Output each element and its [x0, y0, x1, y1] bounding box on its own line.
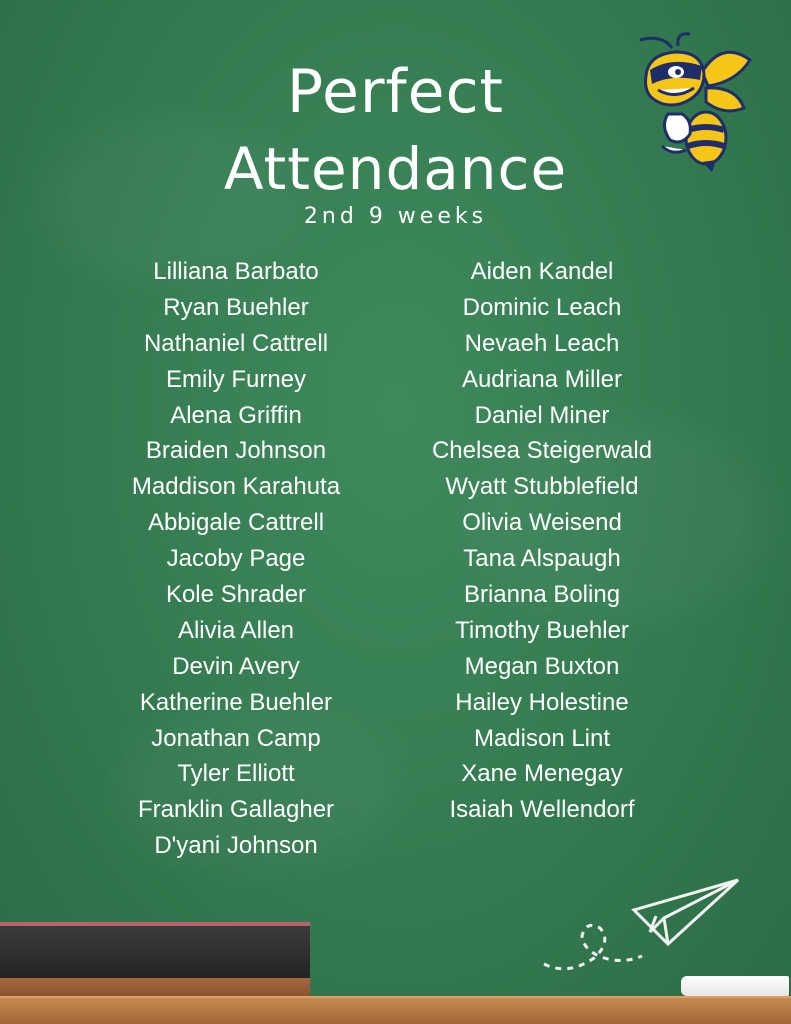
student-name: Xane Menegay [461, 760, 623, 788]
chalk-stick [681, 976, 789, 996]
stripe-icon [688, 127, 724, 130]
fist-icon [662, 146, 686, 152]
student-name: Franklin Gallagher [137, 796, 335, 824]
student-name: Tana Alspaugh [463, 545, 621, 573]
eraser-handle [0, 978, 310, 996]
student-name: Aiden Kandel [470, 258, 614, 285]
fist-icon [664, 114, 690, 142]
flight-trail-icon [544, 925, 642, 968]
student-name: Kole Shrader [165, 581, 307, 609]
student-name: Jonathan Camp [151, 724, 321, 752]
student-name: Alivia Allen [177, 616, 295, 644]
student-name: Tyler Elliott [177, 760, 295, 788]
paper-airplane-icon [538, 872, 748, 982]
student-name: D'yani Johnson [154, 832, 318, 860]
student-name: Isaiah Wellendorf [449, 796, 635, 824]
student-name: Wyatt Stubblefield [445, 473, 639, 501]
student-name: Olivia Weisend [462, 509, 622, 537]
stripe-icon [688, 143, 724, 146]
subtitle: 2nd 9 weeks [303, 204, 488, 229]
names-right-column [377, 254, 707, 828]
student-name: Chelsea Steigerwald [431, 437, 653, 465]
student-name: Megan Buxton [464, 652, 620, 680]
student-name: Daniel Miner [474, 401, 610, 429]
stinger-icon [702, 160, 716, 172]
wing-icon [706, 88, 744, 111]
abdomen-icon [686, 112, 726, 164]
student-name: Katherine Buehler [139, 688, 333, 716]
antenna-icon [678, 34, 690, 46]
student-name: Alena Griffin [170, 401, 302, 429]
student-name: Ryan Buehler [163, 293, 309, 321]
student-name: Nevaeh Leach [464, 329, 620, 357]
student-name: Devin Avery [172, 652, 300, 680]
antenna-icon [640, 38, 672, 48]
student-name: Madison Lint [473, 724, 611, 752]
student-name: Abbigale Cattrell [147, 509, 325, 537]
student-name: Nathaniel Cattrell [143, 329, 329, 357]
student-name: Maddison Karahuta [131, 473, 341, 501]
student-name: Hailey Holestine [455, 688, 629, 716]
student-name: Timothy Buehler [455, 616, 629, 644]
chalk-ledge [0, 996, 791, 1024]
title-line-1: Perfect [286, 57, 505, 127]
student-name: Braiden Johnson [145, 437, 327, 465]
chalkboard-eraser [0, 922, 310, 984]
student-name: Audriana Miller [461, 365, 623, 393]
names-left-column [71, 254, 401, 864]
student-name: Emily Furney [165, 365, 307, 393]
yellow-jacket-mascot-icon [632, 30, 754, 172]
student-name: Jacoby Page [166, 545, 306, 573]
student-name: Lilliana Barbato [153, 258, 319, 285]
airplane-fold-icon [650, 916, 664, 932]
pupil-icon [675, 69, 681, 75]
wing-icon [702, 52, 750, 86]
title-line-2: Attendance [223, 135, 568, 203]
student-name: Brianna Boling [463, 581, 621, 609]
student-name: Dominic Leach [462, 293, 622, 321]
